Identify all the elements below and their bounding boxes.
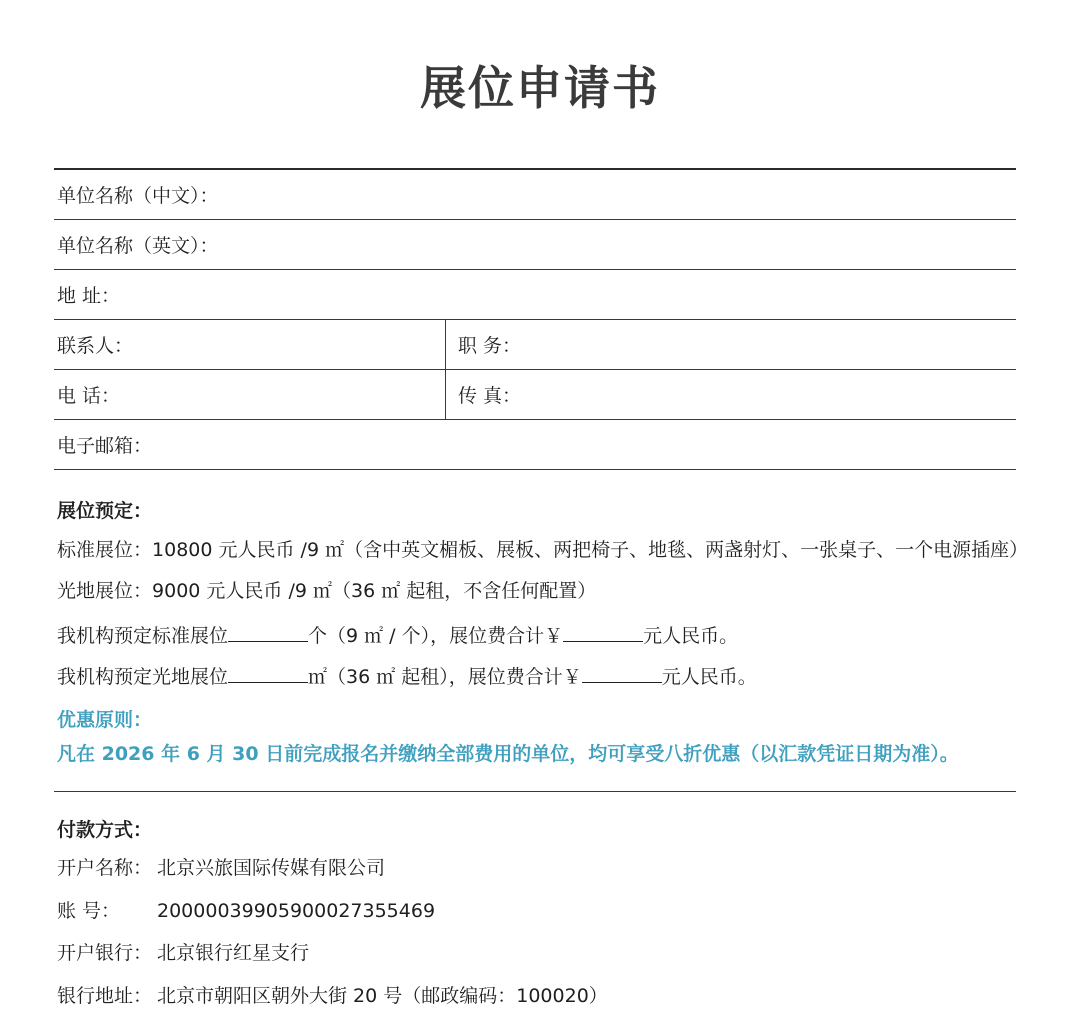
position-field[interactable]: 职 务： [458,335,522,357]
standard-total-blank[interactable] [563,624,643,642]
payment-row [57,985,608,1007]
booking-heading: 展位预定： [57,500,153,522]
payment-label: 账 号： [57,900,121,922]
payment-row [57,942,309,964]
payment-label: 开户银行： [57,942,153,964]
raw-order-line [57,665,757,688]
payment-value: 北京兴旅国际传媒有限公司 [157,857,386,879]
payment-label: 开户名称： [57,857,153,879]
payment-row [57,900,435,922]
row-address [54,270,1016,320]
contact-field[interactable]: 联系人： [54,320,446,369]
standard-order-prefix: 我机构预定标准展位 [57,625,229,647]
standard-order-line [57,624,738,647]
standard-booth-desc: 10800 元人民币 /9 ㎡（含中英文楣板、展板、两把椅子、地毯、两盏射灯、一张桌子、一个电源插座） [152,539,1029,561]
payment-label: 银行地址： [57,985,153,1007]
applicant-form [54,168,1016,470]
company-en-field[interactable]: 单位名称（英文）： [57,235,219,257]
standard-booth-line [57,539,1028,561]
row-email [54,420,1016,470]
row-phone [54,370,1016,420]
email-field[interactable]: 电子邮箱： [57,435,153,457]
raw-order-suffix: 元人民币。 [661,666,757,688]
raw-order-prefix: 我机构预定光地展位 [57,666,229,688]
payment-value: 北京银行红星支行 [157,942,310,964]
payment-heading: 付款方式： [57,819,153,841]
row-company-cn [54,170,1016,220]
raw-area-blank[interactable] [228,665,308,683]
payment-row [57,857,385,879]
section-divider [54,791,1016,792]
raw-order-mid: ㎡（36 ㎡ 起租），展位费合计￥ [308,666,582,688]
discount-heading: 优惠原则： [57,709,153,731]
standard-count-blank[interactable] [228,624,308,642]
phone-field[interactable]: 电 话： [54,370,446,419]
standard-order-mid: 个（9 ㎡ / 个），展位费合计￥ [308,625,564,647]
raw-space-desc: 9000 元人民币 /9 ㎡（36 ㎡ 起租，不含任何配置） [152,580,597,602]
standard-booth-label: 标准展位： [57,539,153,561]
row-contact [54,320,1016,370]
payment-value: 200000399059000273554​69 [157,900,436,922]
address-field[interactable]: 地 址： [57,285,121,307]
raw-space-label: 光地展位： [57,580,153,602]
payment-value: 北京市朝阳区朝外大街 20 号（邮政编码：100020） [157,985,608,1007]
row-company-en [54,220,1016,270]
fax-field[interactable]: 传 真： [458,385,522,407]
standard-order-suffix: 元人民币。 [643,625,739,647]
discount-text: 凡在 2026 年 6 月 30 日前完成报名并缴纳全部费用的单位，均可享受八折优惠（以汇款凭证日期为准）。 [57,743,959,765]
company-cn-field[interactable]: 单位名称（中文）： [57,185,219,207]
raw-total-blank[interactable] [582,665,662,683]
raw-space-line [57,580,596,602]
page-title: 展位申请书 [420,61,660,115]
